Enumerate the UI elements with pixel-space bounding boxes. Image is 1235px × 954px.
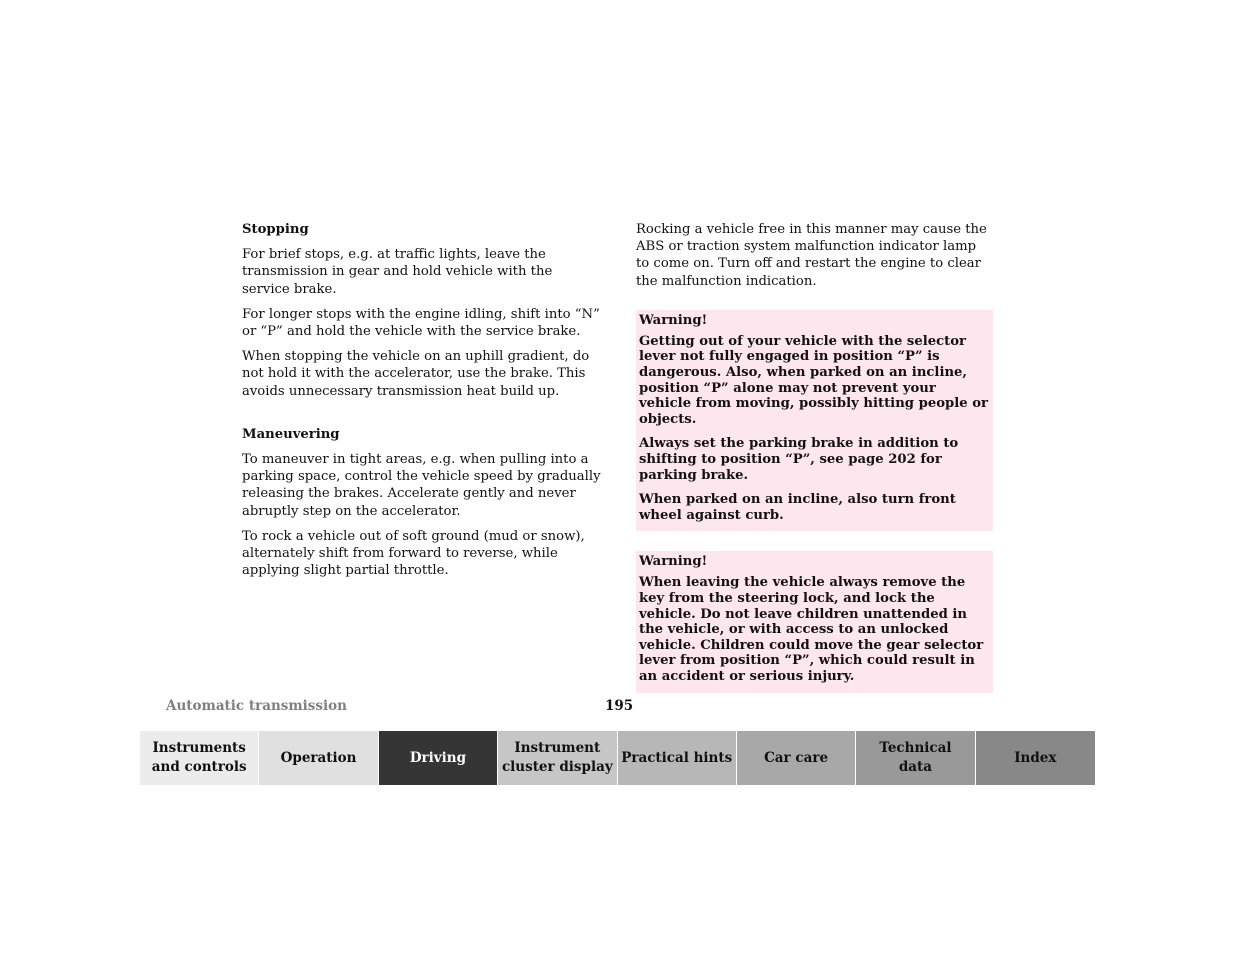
warning-paragraph: When leaving the vehicle always remove the key from the steering lock, and lock the vehicle. Do not leave children unattended in the vehicle, or with access to an unlocked vehicle. Children could move the gear selector lever from position “P”, which could result in an accident or serious injury. — [639, 575, 984, 684]
tab-label: Driving — [409, 749, 467, 766]
warning-paragraph: Getting out of your vehicle with the selector lever not fully engaged in position “P” is dangerous. Also, when parked on an incline, position “P” alone may not prevent your vehicle from moving, possibly hitting people or objects. — [639, 333, 988, 427]
maneuvering-heading: Maneuvering — [242, 426, 340, 442]
stopping-paragraph-2: For longer stops with the engine idling, shift into “N” or “P” and hold the vehicle with the service brake. — [242, 306, 600, 340]
maneuvering-paragraph-1: To maneuver in tight areas, e.g. when pulling into a parking space, control the vehicle speed by gradually releasing the brakes. Accelerate gently and never abruptly step on the accelerator. — [242, 452, 601, 519]
tab-operation[interactable] — [259, 731, 378, 785]
maneuvering-paragraph-2: To rock a vehicle out of soft ground (mud or snow), alternately shift from forward to reverse, while applying slight partial throttle. — [242, 528, 585, 579]
tab-label: Practical hints — [621, 749, 733, 766]
tab-index[interactable] — [976, 731, 1095, 785]
warning-title: Warning! — [639, 554, 708, 570]
section-spacer — [242, 408, 602, 426]
warning-paragraph: When parked on an incline, also turn front wheel against curb. — [639, 492, 956, 523]
stopping-heading: Stopping — [242, 222, 309, 237]
warning-title: Warning! — [639, 312, 708, 328]
tab-practical-hints[interactable] — [618, 731, 737, 785]
tab-label: Instruments and controls — [151, 740, 247, 775]
stopping-paragraph-3: When stopping the vehicle on an uphill gradient, do not hold it with the accelerator, use the brake. This avoids unnecessary transmission heat build up. — [242, 349, 590, 399]
tab-label: Technical data — [879, 740, 952, 775]
tab-car-care[interactable] — [737, 731, 856, 785]
rocking-intro-paragraph: Rocking a vehicle free in this manner may cause the ABS or traction system malfunction indicator lamp to come on. Turn off and restart the engine to clear the malfunction indication. — [636, 222, 987, 289]
warning-box-children — [636, 551, 993, 692]
tab-label: Car care — [764, 749, 829, 766]
tab-label: Instrument cluster display — [501, 740, 613, 775]
page-number: 195 — [605, 698, 634, 714]
tab-label: Operation — [280, 749, 357, 766]
footer-section-title: Automatic transmission — [166, 698, 347, 714]
left-column — [242, 221, 602, 587]
tab-instruments-and-controls[interactable] — [140, 731, 259, 785]
tab-instrument-cluster-display[interactable] — [498, 731, 617, 785]
chapter-navigation — [140, 731, 1095, 785]
tab-driving[interactable] — [379, 731, 498, 785]
warning-box-selector-lever — [636, 310, 993, 532]
tab-technical-data[interactable] — [856, 731, 975, 785]
stopping-paragraph-1: For brief stops, e.g. at traffic lights, leave the transmission in gear and hold vehicle with the service brake. — [242, 247, 553, 297]
warning-paragraph: Always set the parking brake in addition to shifting to position “P”, see page 202 for parking brake. — [639, 436, 959, 483]
right-column — [636, 221, 993, 693]
tab-label: Index — [1014, 749, 1057, 766]
